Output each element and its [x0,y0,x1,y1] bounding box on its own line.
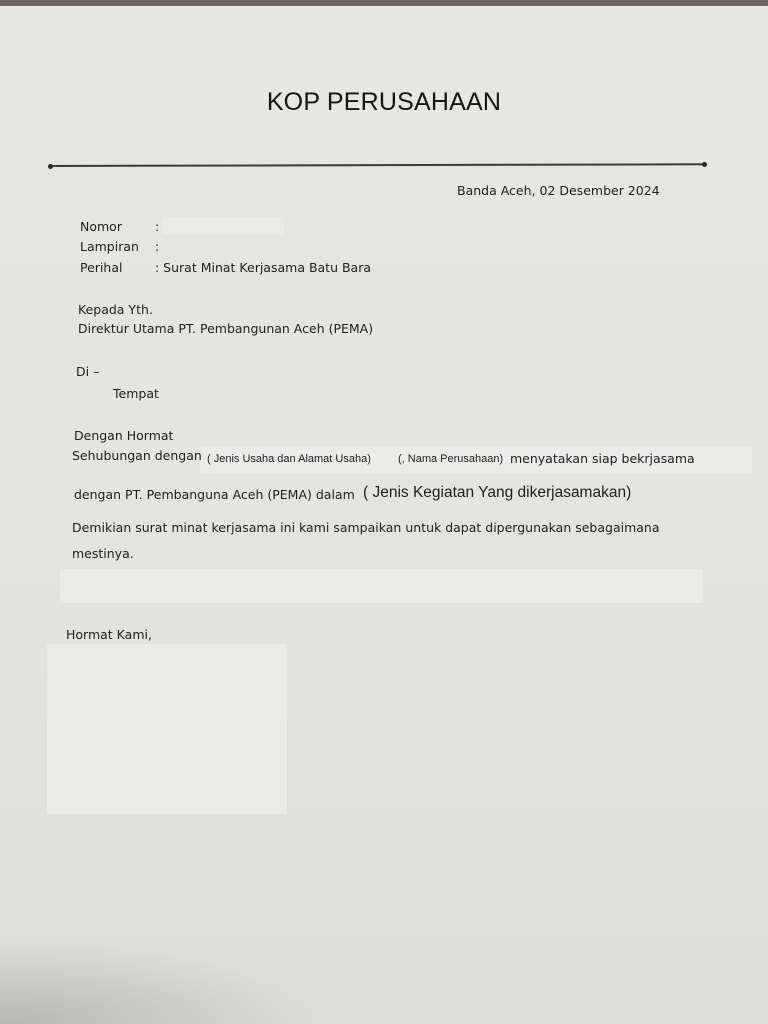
signature-redaction [47,644,287,814]
lampiran-label: Lampiran [80,239,139,254]
body-line1-end: menyatakan siap bekrjasama [510,451,695,466]
corner-shadow [0,940,320,1024]
field-jenis-kegiatan: ( Jenis Kegiatan Yang dikerjasamakan) [363,484,632,501]
signoff-label: Hormat Kami, [66,627,152,642]
nomor-label: Nomor [80,219,122,234]
nomor-colon: : [155,219,160,234]
letterhead-title: KOP PERUSAHAAN [266,88,502,116]
field-jenis-usaha: ( Jenis Usaha dan Alamat Usaha) [207,453,371,465]
closing-line-1: Demikian surat minat kerjasama ini kami sampaikan untuk dapat dipergunakan sebagaimana [72,520,660,535]
letter-page [0,6,768,1024]
blank-redaction [60,569,703,603]
lampiran-colon: : [155,239,160,254]
recipient-di: Di – [76,364,100,379]
field-nama-perusahaan: (, Nama Perusahaan) [398,453,504,465]
divider-left-dot [48,164,53,169]
perihal-value: : Surat Minat Kerjasama Batu Bara [155,260,372,275]
body-line2-start: dengan PT. Pembanguna Aceh (PEMA) dalam [74,487,355,502]
recipient-name: Direktur Utama PT. Pembangunan Aceh (PEMA) [78,321,374,336]
body-line1-start: Sehubungan dengan [72,448,202,463]
recipient-tempat: Tempat [113,386,159,401]
nomor-redaction [162,217,284,234]
closing-line-2: mestinya. [72,546,134,561]
greeting: Dengan Hormat [74,428,174,443]
place-date: Banda Aceh, 02 Desember 2024 [457,183,660,198]
recipient-salutation: Kepada Yth. [78,302,153,317]
perihal-label: Perihal [80,260,123,275]
divider-right-dot [702,162,707,167]
